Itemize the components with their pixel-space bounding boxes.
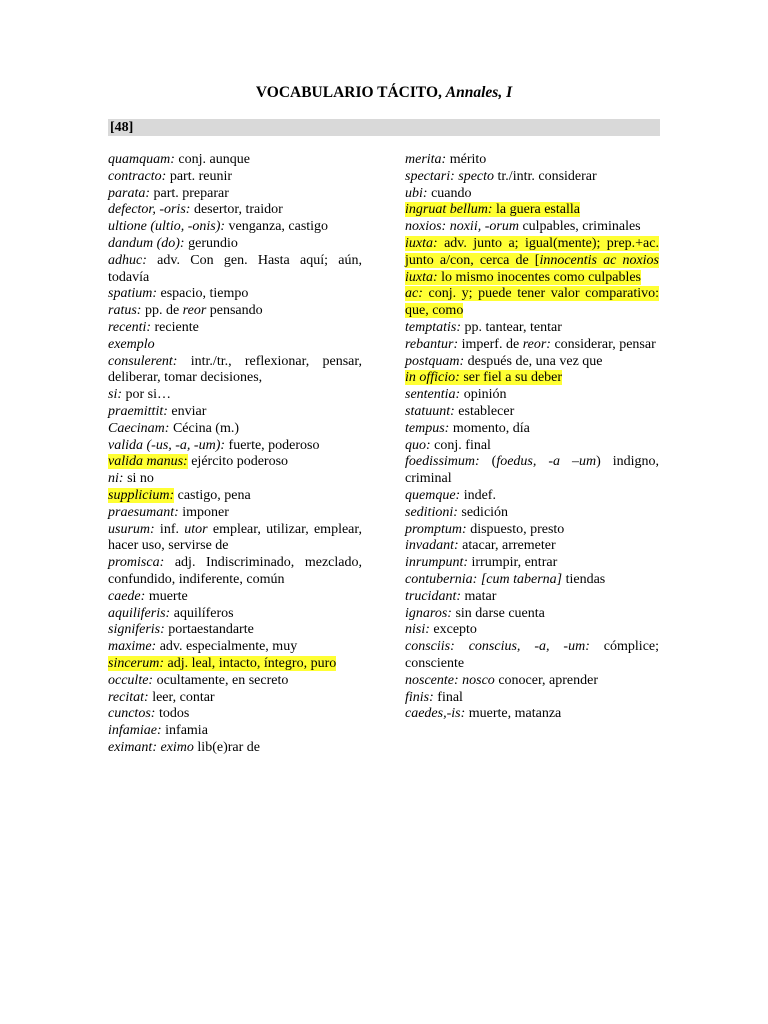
vocab-entry — [108, 387, 362, 404]
entry-definition: emplear, utilizar, emplear, hacer uso, servirse de — [108, 521, 362, 554]
entry-definition: pensando — [206, 303, 263, 319]
entry-definition: intr./tr., reflexionar, pensar, deliberar, tomar decisiones, — [108, 353, 362, 386]
entry-term: supplicium: — [108, 487, 175, 503]
entry-term: iuxta: — [405, 235, 438, 251]
vocab-entry — [405, 169, 659, 186]
entry-definition: pp. de — [141, 303, 183, 319]
vocab-entry — [405, 337, 659, 354]
entry-definition: opinión — [460, 387, 507, 403]
entry-definition: tr./intr. considerar — [494, 168, 597, 184]
entry-term: finis: — [405, 689, 434, 705]
vocab-entry — [108, 320, 362, 337]
vocab-entry — [108, 186, 362, 203]
entry-term: promisca: — [108, 555, 165, 571]
vocab-entry — [405, 404, 659, 421]
entry-term: rebantur: — [405, 336, 459, 352]
vocab-entry — [108, 622, 362, 639]
entry-term: ubi: — [405, 185, 428, 201]
vocab-entry — [108, 690, 362, 707]
entry-term: si: — [108, 387, 122, 403]
entry-definition: irrumpir, entrar — [468, 555, 558, 571]
vocabulary-column-left — [108, 152, 362, 757]
entry-term: ultione (ultio, -onis): — [108, 219, 226, 235]
entry-term: aquiliferis: — [108, 605, 171, 621]
entry-definition: fuerte, poderoso — [225, 437, 320, 453]
vocab-entry — [405, 505, 659, 522]
entry-term: noscente: nosco — [405, 672, 495, 688]
entry-definition: cuando — [427, 185, 472, 201]
entry-definition: imperf. de — [458, 336, 523, 352]
vocab-entry — [405, 202, 659, 219]
entry-term: caede: — [108, 588, 146, 604]
entry-definition: final — [433, 689, 463, 705]
entry-definition: tiendas — [562, 571, 606, 587]
vocab-entry — [108, 723, 362, 740]
entry-definition: sedición — [457, 504, 509, 520]
entry-italic-text: foedus, -a –um — [496, 454, 597, 470]
vocab-entry — [405, 152, 659, 169]
entry-definition: muerte, matanza — [465, 706, 562, 722]
vocab-entry — [108, 639, 362, 656]
entry-italic-text: noxii, -orum — [449, 219, 519, 235]
entry-term: invadant: — [405, 538, 459, 554]
entry-definition: Cécina (m.) — [169, 420, 240, 436]
highlighted-entry-text — [405, 370, 562, 385]
entry-definition: part. reunir — [166, 168, 233, 184]
entry-italic-text: reor: — [522, 336, 551, 352]
vocab-entry — [108, 522, 362, 556]
highlighted-entry-text — [405, 236, 659, 285]
entry-italic-text: innocentis ac noxios iuxta: — [405, 252, 659, 285]
vocab-entry — [108, 236, 362, 253]
entry-definition: después de, una vez que — [464, 353, 603, 369]
entry-term: spectari: — [405, 168, 455, 184]
highlighted-entry-text — [108, 656, 336, 671]
entry-definition: leer, contar — [148, 689, 215, 705]
entry-term: postquam: — [405, 353, 465, 369]
vocab-entry — [405, 370, 659, 387]
entry-definition: ser fiel a su deber — [459, 370, 563, 386]
entry-definition: adj. Indiscriminado, mezclado, confundido, indiferente, común — [108, 555, 362, 587]
vocab-entry — [108, 706, 362, 723]
entry-definition: conj. y; puede tener valor comparativo: que, como — [405, 286, 659, 319]
vocab-entry — [405, 236, 659, 286]
vocab-entry — [108, 673, 362, 690]
vocab-entry — [108, 421, 362, 438]
entry-term: quo: — [405, 437, 431, 453]
vocab-entry — [108, 354, 362, 388]
entry-term: spatium: — [108, 286, 157, 302]
section-label: [48] — [110, 120, 134, 135]
vocab-entry — [405, 606, 659, 623]
entry-term: recitat: — [108, 689, 149, 705]
entry-term: consciis: conscius, -a, -um: — [405, 639, 590, 655]
entry-definition: adv. Con gen. Hasta aquí; aún, todavía — [108, 252, 362, 285]
entry-term: inrumpunt: — [405, 555, 468, 571]
entry-term: cunctos: — [108, 706, 156, 722]
entry-definition: imponer — [178, 504, 229, 520]
title-italic: Annales, I — [445, 84, 513, 101]
vocab-entry — [405, 488, 659, 505]
entry-definition: si no — [123, 471, 154, 487]
vocab-entry — [405, 639, 659, 673]
entry-term: eximant: — [108, 739, 157, 755]
entry-term: dandum (do): — [108, 235, 185, 251]
entry-term: signiferis: — [108, 622, 165, 638]
vocabulary-column-right — [405, 152, 659, 723]
entry-definition: desertor, traidor — [190, 202, 283, 218]
section-header-bar — [108, 119, 660, 136]
entry-term: valida (-us, -a, -um): — [108, 437, 226, 453]
vocab-entry — [405, 555, 659, 572]
entry-definition: conj. aunque — [174, 152, 250, 167]
vocab-entry — [405, 421, 659, 438]
entry-term: recenti: — [108, 319, 152, 335]
document-title — [0, 84, 768, 102]
entry-definition: por si… — [122, 387, 171, 403]
entry-term: in officio: — [405, 370, 460, 386]
entry-definition: ( — [479, 454, 497, 470]
entry-definition: momento, día — [449, 420, 530, 436]
entry-definition: castigo, pena — [174, 487, 251, 503]
entry-term: parata: — [108, 185, 150, 201]
entry-term: merita: — [405, 152, 447, 167]
entry-term: ratus: — [108, 303, 142, 319]
entry-term: Caecinam: — [108, 420, 170, 436]
entry-definition: ocultamente, en secreto — [153, 672, 289, 688]
vocab-entry — [108, 589, 362, 606]
vocab-entry — [108, 471, 362, 488]
entry-italic-text: reor — [182, 303, 207, 319]
entry-definition: lib(e)rar de — [193, 739, 260, 755]
entry-definition: adv. junto a; igual(mente); prep.+ac. junto a/con, cerca de [ — [405, 235, 659, 268]
entry-term: praesumant: — [108, 504, 179, 520]
entry-definition: aquilíferos — [170, 605, 234, 621]
vocab-entry — [108, 505, 362, 522]
vocab-entry — [405, 522, 659, 539]
entry-term: seditioni: — [405, 504, 458, 520]
entry-definition: atacar, arremeter — [458, 538, 556, 554]
entry-definition: lo mismo inocentes como culpables — [437, 269, 642, 285]
entry-term: occulte: — [108, 672, 154, 688]
vocab-entry — [108, 606, 362, 623]
title-main: VOCABULARIO TÁCITO, — [255, 84, 442, 101]
entry-term: usurum: — [108, 521, 155, 537]
entry-term: defector, -oris: — [108, 202, 191, 218]
vocab-entry — [405, 387, 659, 404]
vocab-entry — [108, 438, 362, 455]
entry-term: tempus: — [405, 420, 450, 436]
entry-term: statuunt: — [405, 403, 455, 419]
vocab-entry — [108, 253, 362, 287]
vocab-entry — [405, 538, 659, 555]
vocab-entry — [108, 286, 362, 303]
vocab-entry — [108, 656, 362, 673]
entry-term: quamquam: — [108, 152, 175, 167]
entry-definition: conocer, aprender — [494, 672, 599, 688]
entry-term: promptum: — [405, 521, 467, 537]
entry-term: maxime: — [108, 639, 157, 655]
entry-definition: cómplice; consciente — [405, 639, 660, 671]
entry-definition: sin darse cuenta — [451, 605, 545, 621]
entry-definition: dispuesto, presto — [466, 521, 565, 537]
entry-term: infamiae: — [108, 723, 162, 739]
entry-definition: excepto — [429, 622, 477, 638]
entry-definition: matar — [461, 588, 497, 604]
entry-term: sincerum: — [108, 655, 164, 671]
entry-term: ni: — [108, 471, 124, 487]
entry-term: valida manus: — [108, 454, 188, 470]
entry-definition: mérito — [446, 152, 487, 167]
entry-definition: inf. — [154, 521, 185, 537]
entry-term: temptatis: — [405, 319, 461, 335]
entry-definition: adv. especialmente, muy — [156, 639, 298, 655]
entry-term: ignaros: — [405, 605, 452, 621]
entry-definition: establecer — [454, 403, 515, 419]
entry-term: sententia: — [405, 387, 461, 403]
vocab-entry — [405, 589, 659, 606]
highlighted-entry-text — [405, 286, 659, 318]
entry-term: foedissimum: — [405, 454, 480, 470]
entry-term: praemittit: — [108, 403, 168, 419]
vocab-entry — [108, 337, 362, 354]
entry-term: ingruat bellum: — [405, 202, 493, 218]
entry-definition: enviar — [167, 403, 207, 419]
entry-term: contubernia: [cum taberna] — [405, 571, 563, 587]
entry-definition: reciente — [151, 319, 199, 335]
entry-definition: pp. tantear, tentar — [461, 319, 562, 335]
vocab-entry — [405, 690, 659, 707]
vocab-entry — [108, 303, 362, 320]
vocab-entry — [108, 219, 362, 236]
vocab-entry — [405, 673, 659, 690]
entry-term: quemque: — [405, 487, 461, 503]
entry-definition: infamia — [161, 723, 208, 739]
entry-definition: conj. final — [430, 437, 491, 453]
entry-definition: la guera estalla — [492, 202, 580, 218]
entry-definition: venganza, castigo — [225, 219, 329, 235]
entry-definition: considerar, pensar — [550, 336, 656, 352]
entry-definition: ) indigno, criminal — [405, 454, 659, 487]
entry-italic-text: specto — [458, 168, 495, 184]
vocab-entry — [108, 202, 362, 219]
entry-term: contracto: — [108, 168, 167, 184]
entry-definition: adj. leal, intacto, íntegro, puro — [164, 655, 337, 671]
entry-term: ac: — [405, 286, 423, 302]
vocab-entry — [108, 555, 362, 589]
vocab-entry — [108, 152, 362, 169]
entry-definition: culpables, criminales — [518, 219, 641, 235]
entry-definition: gerundio — [184, 235, 238, 251]
entry-term: nisi: — [405, 622, 430, 638]
entry-definition: part. preparar — [150, 185, 229, 201]
entry-definition: todos — [155, 706, 190, 722]
vocab-entry — [108, 488, 362, 505]
entry-italic-text: eximo — [160, 739, 194, 755]
vocab-entry — [405, 286, 659, 320]
vocab-entry — [108, 740, 362, 757]
vocab-entry — [405, 219, 659, 236]
entry-definition: indef. — [460, 487, 496, 503]
entry-definition: espacio, tiempo — [157, 286, 249, 302]
entry-italic-text: utor — [184, 521, 208, 537]
entry-term: noxios: — [405, 219, 447, 235]
vocab-entry — [405, 454, 659, 488]
entry-term: consulerent: — [108, 353, 178, 369]
vocab-entry — [405, 622, 659, 639]
vocab-entry — [405, 706, 659, 723]
entry-definition: muerte — [145, 588, 188, 604]
vocab-entry — [405, 438, 659, 455]
vocab-entry — [108, 169, 362, 186]
vocab-entry — [405, 186, 659, 203]
vocab-entry — [108, 454, 362, 471]
entry-term: exemplo — [108, 336, 155, 352]
vocab-entry — [405, 320, 659, 337]
vocab-entry — [405, 354, 659, 371]
highlighted-entry-text — [405, 202, 580, 217]
entry-definition: portaestandarte — [164, 622, 254, 638]
entry-term: trucidant: — [405, 588, 461, 604]
entry-term: caedes,-is: — [405, 706, 466, 722]
vocab-entry — [108, 404, 362, 421]
entry-term: adhuc: — [108, 252, 147, 268]
vocab-entry — [405, 572, 659, 589]
entry-definition: ejército poderoso — [187, 454, 289, 470]
